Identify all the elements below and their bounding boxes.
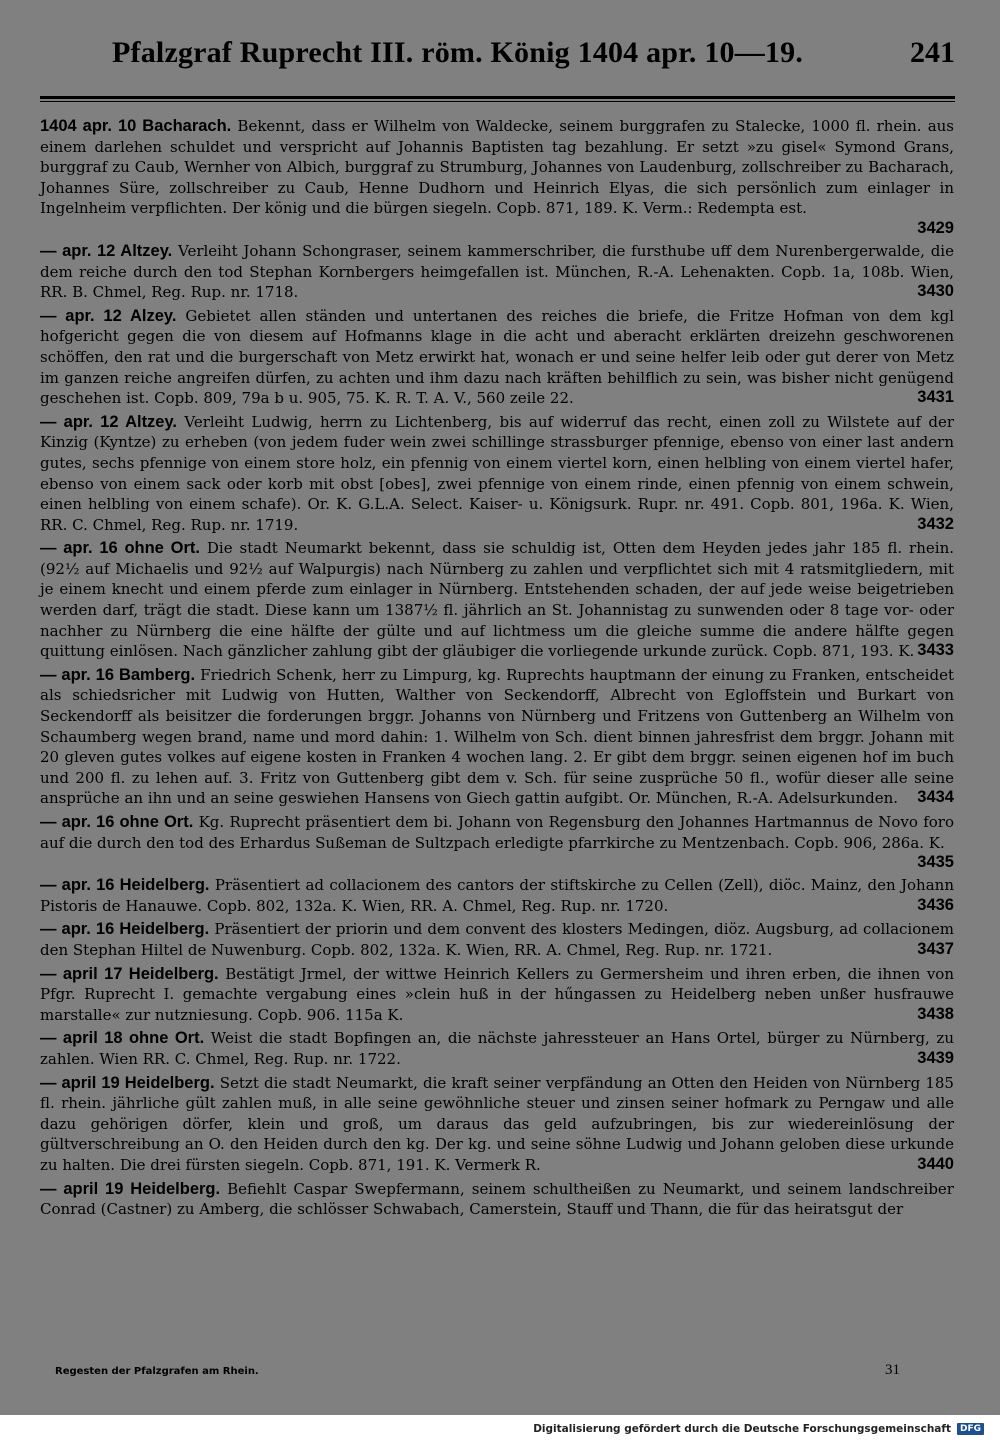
footer-series-title: Regesten der Pfalzgrafen am Rhein. <box>55 1366 259 1377</box>
entry-text: Die stadt Neumarkt bekennt, dass sie schuldig ist, Otten dem Heyden jedes jahr 185 fl. rhein. (92½ auf Michaelis und 92½ auf Walpurgis) nach Nürnberg zu zahlen und verpflichtet sich mit 4 ratsmitgliedern, mit je einem knecht und einem pferde zum einlager in Nürnberg. Entstehenden schaden, der auf jede weise beigetrieben werden darf, trägt die stadt. Diese kann um 1387½ fl. jährlich an St. Johannistag zu sunwenden oder 8 tage vor- oder nachher zu Nürnberg die eine hälfte der gülte und auf lichtmess um die gleiche summe die andere hälfte gegen quittung einlösen. Nach gänzlicher zahlung gibt der gläubiger die vorliegende urkunde zurück. Copb. 871, 193. K. <box>40 539 954 661</box>
regest-entry <box>40 964 954 1026</box>
regest-entry <box>40 1073 954 1176</box>
entry-number: 3432 <box>917 514 954 533</box>
regest-entry <box>40 665 954 809</box>
regest-entry <box>40 116 954 238</box>
entry-date-place: — apr. 12 Alzey. <box>40 306 177 325</box>
entry-text: Friedrich Schenk, herr zu Limpurg, kg. Ruprechts hauptmann der einung zu Franken, entscheidet als schiedsricher mit Ludwig von Hutten, Walther von Seckendorff, Albrecht von Egloffstein und Burkart von Seckendorff als beisitzer die forderungen brggr. Johanns von Nürnberg und Fritzens von Guttenberg an Wilhelm von Schaumberg wegen brand, name und mord dahin: 1. Wilhelm von Sch. dient binnen jahresfrist dem brggr. Johann mit 20 gleven gutes volkes auf eigene kosten in Franken 4 wochen lang. 2. Er gibt dem brggr. seinen eigenen hof im buch und 200 fl. zu lehen auf. 3. Fritz von Guttenberg gibt dem v. Sch. für seine zusprüche 50 fl., wofür dieser alle seine ansprüche an ihn und an seine geswiehen Hansens von Giech gattin aufgibt. Or. München, R.-A. Adelsurkunden. <box>40 665 954 808</box>
entry-date-place: — april 18 ohne Ort. <box>40 1029 205 1048</box>
entry-date-place: — apr. 12 Altzey. <box>40 412 178 431</box>
regest-entry <box>40 919 954 960</box>
entry-date-place: — apr. 12 Altzey. <box>40 241 173 260</box>
entry-date-place: — apr. 16 ohne Ort. <box>40 813 194 831</box>
regest-entry <box>40 875 954 916</box>
page-number: 241 <box>910 36 955 69</box>
credit-text: Digitalisierung gefördert durch die Deutsche Forschungsgemeinschaft <box>533 1422 951 1435</box>
entry-number: 3433 <box>917 641 954 660</box>
entry-date-place: — apr. 16 ohne Ort. <box>40 539 200 558</box>
entry-number: 3436 <box>917 895 954 914</box>
entry-number: 3435 <box>917 853 954 872</box>
regest-entry <box>40 812 954 872</box>
entry-text: Präsentiert der priorin und dem convent des klosters Medingen, diöz. Augsburg, ad collacionem den Stephan Hiltel de Nuwenburg. Copb. 802, 132a. K. Wien, RR. A. Chmel, Reg. Rup. nr. 1721. <box>40 920 954 959</box>
entry-text: Bestätigt Jrmel, der wittwe Heinrich Kellers zu Germersheim und ihren erben, die ihnen von Pfgr. Ruprecht I. gemachte vergabung eines »clein huß in der hűngassen zu Heidelberg neben unßer husfrauwe marstalle« zur nutzniesung. Copb. 906. 115a K. <box>40 964 954 1024</box>
entry-number: 3430 <box>917 282 954 301</box>
dfg-logo: DFG <box>957 1423 984 1435</box>
entry-text: Befiehlt Caspar Swepfermann, seinem schultheißen zu Neumarkt, und seinem landschreiber Conrad (Castner) zu Amberg, die schlösser Schwabach, Camerstein, Stauff und Thann, die für das heiratsgut der <box>40 1179 954 1219</box>
header-title: Pfalzgraf Ruprecht III. röm. König 1404 apr. 10—19. <box>112 36 804 69</box>
entry-date-place: — april 19 Heidelberg. <box>40 1179 221 1198</box>
entry-date-place: — april 17 Heidelberg. <box>40 964 219 983</box>
entry-text: Verleiht Ludwig, herrn zu Lichtenberg, bis auf widerruf das recht, einen zoll zu Wilstete auf der Kinzig (Kyntze) zu erheben (von jedem fuder wein zwei schillinge strassburger pfennige, ebenso von einer last andern gutes, sechs pfennige von einem store holz, ein pfennig von einem viertel korn, einen helbling von einem viertel hafer, ebenso von einem sack oder korb mit obst [obes], zwei pfennige von einem rinde, einen pfennig von einem schwein, einen helbling von einem schafe). Or. K. G.L.A. Select. Kaiser- u. Königsurk. Rupr. nr. 491. Copb. 801, 196a. K. Wien, RR. C. Chmel, Reg. Rup. nr. 1719. <box>40 412 954 534</box>
page-header <box>40 36 955 80</box>
regesta-list <box>40 116 954 1220</box>
regest-entry <box>40 1028 954 1069</box>
entry-number: 3438 <box>917 1004 954 1023</box>
entry-date-place: 1404 apr. 10 Bacharach. <box>40 117 232 135</box>
entry-number: 3431 <box>917 388 954 407</box>
entry-text: Präsentiert ad collacionem des cantors der stiftskirche zu Cellen (Zell), diöc. Mainz, den Johann Pistoris de Hanauwe. Copb. 802, 132a. K. Wien, RR. A. Chmel, Reg. Rup. nr. 1720. <box>40 876 954 915</box>
entry-date-place: — apr. 16 Heidelberg. <box>40 876 210 895</box>
entry-date-place: — apr. 16 Heidelberg. <box>40 920 210 939</box>
regest-entry <box>40 1179 954 1220</box>
regest-entry <box>40 306 954 409</box>
footer-signature: 31 <box>885 1362 900 1378</box>
entry-number: 3434 <box>917 788 954 807</box>
entry-text: Bekennt, dass er Wilhelm von Waldecke, seinem burggrafen zu Stalecke, 1000 fl. rhein. aus einem darlehen schuldet und verspricht auf Johannis Baptisten tag bezahlung. Er setzt »zu gisel« Symond Grans, burggraf zu Caub, Wernher von Albich, burggraf zu Strumburg, Johannes von Laudenburg, zollschreiber zu Bacharach, Johannes Süre, zollschreiber zu Caub, Henne Dudhorn und Heinrich Elyas, die sich persönlich zum einlager in Ingelnheim verpflichten. Der könig und die bürgen siegeln. Copb. 871, 189. K. Verm.: Redempta est. <box>40 117 955 218</box>
entry-text: Kg. Ruprecht präsentiert dem bi. Johann von Regensburg den Johannes Hartmannus de Novo foro auf die durch den tod des Erhardus Sußeman de Sultzpach erledigte pfarrkirche zu Mentzenbach. Copb. 906, 286a. K. <box>40 813 954 852</box>
entry-text: Gebietet allen ständen und untertanen des reiches die briefe, die Fritze Hofman von dem kgl hofgericht gegen die von diesem auf Hofmanns klage in die acht und aberacht erklärten dreizehn geschworenen schöffen, den rat und die burgerschaft von Metz erwirkt hat, wonach er und seine helfer leib oder gut derer von Metz im ganzen reiche angreifen dürfen, zu achten und ihm dazu nach kräften behilflich zu sein, was bisher nicht genügend geschehen ist. Copb. 809, 79a b u. 905, 75. K. R. T. A. V., 560 zeile 22. <box>40 306 954 408</box>
entry-date-place: — apr. 16 Bamberg. <box>40 665 196 684</box>
regest-entry <box>40 412 954 536</box>
entry-number: 3439 <box>917 1048 954 1067</box>
entry-number: 3429 <box>917 218 954 237</box>
entry-date-place: — april 19 Heidelberg. <box>40 1073 215 1092</box>
page-footer <box>55 1362 900 1379</box>
entry-text: Verleiht Johann Schongraser, seinem kammerschriber, die fursthube uff dem Nurenbergerwalde, die dem reiche durch den tod Stephan Kornbergers heimgefallen ist. München, R.-A. Lehenakten. Copb. 1a, 108b. Wien, RR. B. Chmel, Reg. Rup. nr. 1718. <box>40 241 954 302</box>
regest-entry <box>40 241 954 303</box>
entry-number: 3437 <box>917 939 954 958</box>
credit-bar <box>0 1415 1000 1442</box>
entry-number: 3440 <box>917 1154 954 1173</box>
regest-entry <box>40 538 954 662</box>
header-rule <box>40 96 955 102</box>
entry-text: Weist die stadt Bopfingen an, die nächste jahressteuer an Hans Ortel, bürger zu Nürnberg, zu zahlen. Wien RR. C. Chmel, Reg. Rup. nr. 1722. <box>40 1029 954 1068</box>
entry-text: Setzt die stadt Neumarkt, die kraft seiner verpfändung an Otten den Heiden von Nürnberg 185 fl. rhein. jährliche gült zahlen muß, in alle seine gewöhnliche steuer und zinsen seiner hofmark zu Perngaw und alle dazu gehörigen dörfer, klein und groß, um daraus das geld aufzubringen, bis zur wiedereinlösung der gültverschreibung an O. den Heiden durch den kg. Der kg. und seine söhne Ludwig und Johann geloben diese urkunde zu halten. Die drei fürsten siegeln. Copb. 871, 191. K. Vermerk R. <box>40 1073 954 1174</box>
